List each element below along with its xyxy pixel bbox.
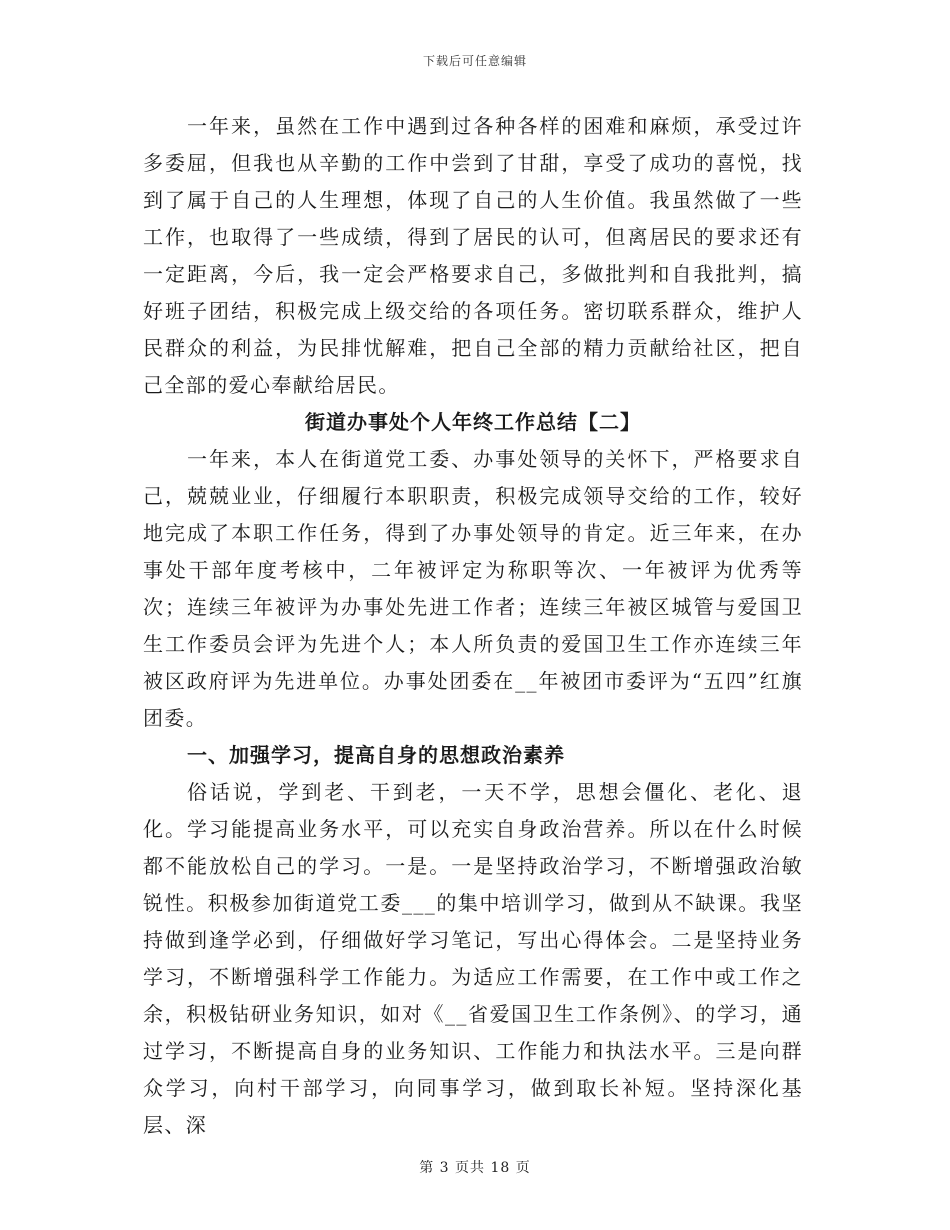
paragraph-3: 俗话说，学到老、干到老，一天不学，思想会僵化、老化、退化。学习能提高业务水平，可以充实自身政治营养。所以在什么时候都不能放松自己的学习。一是。一是坚持政治学习，不断增强政治敏锐性。积极参加街道党工委___的集中培训学习，做到从不缺课。我坚持做到逢学必到，仔细做好学习笔记，写出心得体会。二是坚持业务学习，不断增强科学工作能力。为适应工作需要，在工作中或工作之余，积极钻研业务知识，如对《__省爱国卫生工作条例》、的学习，通过学习，不断提高自身的业务知识、工作能力和执法水平。三是向群众学习，向村干部学习，向同事学习，做到取长补短。坚持深化基层、深: [143, 780, 803, 1137]
page-header-note: 下载后可任意编辑: [422, 54, 527, 68]
paragraph-2: 一年来，本人在街道党工委、办事处领导的关怀下，严格要求自己，兢兢业业，仔细履行本职职责，积极完成领导交给的工作，较好地完成了本职工作任务，得到了办事处领导的肯定。近三年来，在办事处干部年度考核中，二年被评定为称职等次、一年被评为优秀等次；连续三年被评为办事处先进工作者；连续三年被区城管与爱国卫生工作委员会评为先进个人；本人所负责的爱国卫生工作亦连续三年被区政府评为先进单位。办事处团委在__年被团市委评为“五四”红旗团委。: [143, 447, 803, 730]
paragraph-1: 一年来，虽然在工作中遇到过各种各样的困难和麻烦，承受过许多委屈，但我也从辛勤的工作中尝到了甘甜，享受了成功的喜悦，找到了属于自己的人生理想，体现了自己的人生价值。我虽然做了一些工作，也取得了一些成绩，得到了居民的认可，但离居民的要求还有一定距离，今后，我一定会严格要求自己，多做批判和自我批判，搞好班子团结，积极完成上级交给的各项任务。密切联系群众，维护人民群众的利益，为民排忧解难，把自己全部的精力贡献给社区，把自己全部的爱心奉献给居民。: [143, 114, 803, 397]
section-title: 街道办事处个人年终工作总结【二】: [305, 410, 641, 434]
heading-1: 一、加强学习，提高自身的思想政治素养: [187, 743, 565, 767]
document-body: [143, 108, 803, 1144]
page-number: 第 3 页共 18 页: [419, 1160, 531, 1176]
